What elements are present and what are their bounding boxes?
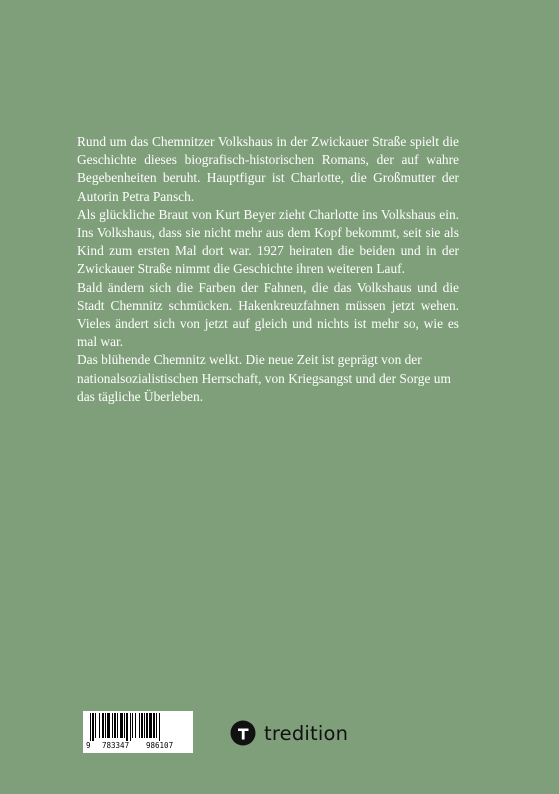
isbn-barcode — [83, 711, 193, 753]
barcode-bar — [95, 713, 96, 738]
barcode-bar — [112, 713, 113, 738]
barcode-bar — [149, 713, 152, 738]
barcode-bar — [156, 713, 157, 738]
barcode-bar — [99, 713, 100, 738]
barcode-bar — [92, 713, 94, 741]
barcode-bar — [107, 713, 110, 738]
publisher-brand — [230, 719, 348, 747]
barcode-digit-group-1: 783347 — [102, 741, 130, 750]
blurb-paragraph-2: Als glückliche Braut von Kurt Beyer zieht Charlotte ins Volkshaus ein. Ins Volkshaus, dass sie nicht mehr aus dem Kopf bekommt, seit sie als Kind zum ersten Mal dort war. 1927 heiraten die beiden und in der Zwickauer Straße nimmt die Geschichte ihren weiteren Lauf. — [77, 206, 459, 277]
barcode-bar — [102, 713, 104, 738]
barcode-bar — [159, 713, 160, 741]
barcode-digit-lead: 9 — [86, 741, 91, 750]
barcode-bar — [139, 713, 140, 738]
barcode-bar — [132, 713, 133, 738]
barcode-bar — [146, 713, 148, 738]
barcode-bar — [117, 713, 118, 738]
barcode-bar — [124, 713, 125, 738]
barcode-bar — [141, 713, 143, 738]
barcode-digit-group-2: 986107 — [146, 741, 174, 750]
barcode-bar — [153, 713, 155, 738]
barcode-bar — [114, 713, 116, 738]
barcode-bar — [130, 713, 131, 741]
blurb-paragraph-1: Rund um das Chemnitzer Volkshaus in der Zwickauer Straße spielt die Geschichte dieses biografisch-historischen Romans, der auf wahre Begebenheiten beruht. Hauptfigur ist Charlotte, die Großmutter der Autorin Petra Pansch. — [77, 134, 459, 204]
barcode-bars — [86, 713, 190, 741]
barcode-bar — [126, 713, 128, 741]
barcode-bar — [144, 713, 145, 738]
blurb-paragraph-3: Bald ändern sich die Farben der Fahnen, die das Volkshaus und die Stadt Chemnitz schmücken. Hakenkreuzfahnen müssen jetzt wehen. Vieles ändert sich von jetzt auf gleich und nichts ist mehr so, wie es mal war. — [77, 279, 459, 350]
barcode-bar — [90, 713, 91, 741]
barcode-bar — [105, 713, 106, 738]
blurb-text — [77, 133, 459, 406]
barcode-bar — [120, 713, 123, 738]
barcode-digits — [86, 741, 190, 752]
blurb-paragraph-4: Das blühende Chemnitz welkt. Die neue Zeit ist geprägt von der nationalsozialistischen Herrschaft, von Kriegsangst und der Sorge um das tägliche Überleben. — [77, 352, 451, 404]
publisher-name: tredition — [264, 721, 349, 745]
tredition-t-logo-icon — [230, 720, 256, 746]
barcode-bar — [135, 713, 136, 738]
